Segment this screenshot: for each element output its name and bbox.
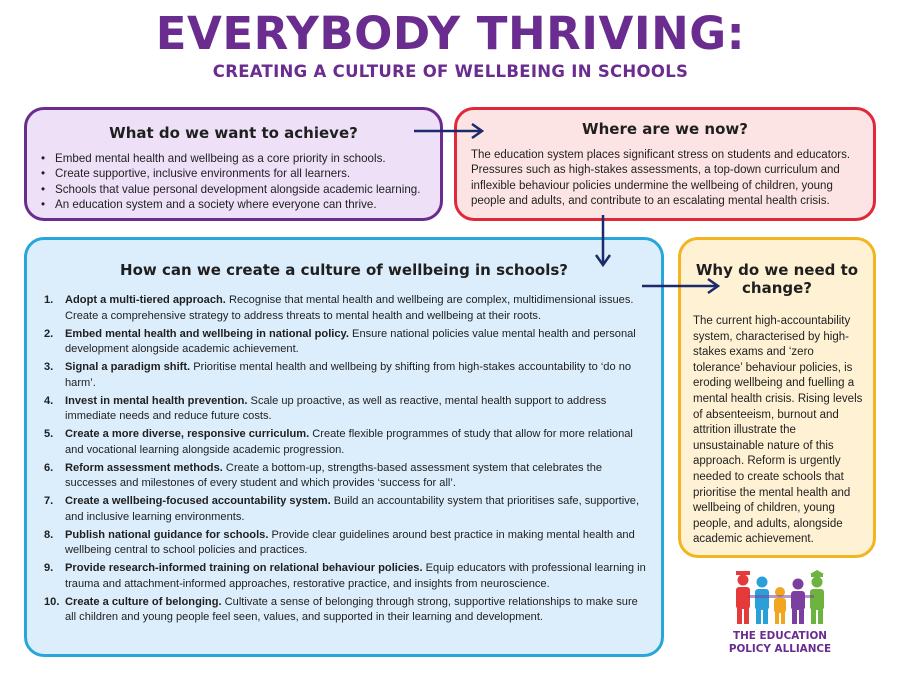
how-item-text: Prioritise mental health and wellbeing by shifting from high-stakes accountability to ‘do no harm’. [65,361,632,389]
how-item-number: 5. [44,428,54,440]
how-item-number: 6. [44,461,54,474]
how-item [44,327,647,358]
how-item-title: Create a culture of belonging. [65,595,222,608]
education-policy-alliance-logo [715,568,845,660]
how-item [44,360,647,391]
how-item [44,427,647,458]
how-item-number: 4. [44,394,54,407]
how-item-number: 2. [44,327,54,340]
how-item-text: Equip educators with professional learning in trauma and attachment-informed approaches, restorative practice, and insights from neuroscience. [65,562,646,590]
how-item [44,494,647,525]
page-title: EVERYBODY THRIVING: [155,7,746,60]
achieve-item: • Schools that value personal development alongside academic learning. [41,182,440,197]
how-item-text: Ensure national policies value mental health and personal development alongside academic achievement. [65,327,636,355]
how-item-text: Build an accountability system that prioritises safe, supportive, and inclusive learning environments. [65,495,640,523]
how-item [44,528,647,559]
how-item-number: 7. [44,495,54,507]
how-item-title: Reform assessment methods. [65,461,223,474]
how-item-number: 1. [44,294,54,306]
how-item-title: Adopt a multi-tiered approach. [65,294,226,306]
achieve-item: • Embed mental health and wellbeing as a core priority in schools. [41,151,440,166]
how-item-title: Invest in mental health prevention. [65,394,248,407]
how-box [24,237,664,657]
family-figures-icon [730,568,830,628]
how-item-title: Provide research-informed training on relational behaviour policies. [65,562,423,574]
how-item-number: 9. [44,562,54,574]
achieve-box [24,107,443,221]
why-body: The current high-accountability system, characterised by high-stakes exams and ‘zero tolerance’ behaviour policies, is eroding wellbeing and fuelling a mental health crisis. Rising levels of absenteeism, burnout and attrition illustrate the unsustainable nature of this approach. Reform is urgently needed to create schools that prioritise the mental health and wellbeing of children, young people, and adults, alongside academic achievement. [693,315,863,546]
now-box [454,107,876,221]
how-item [44,394,647,425]
achieve-heading: What do we want to achieve? [109,124,358,142]
logo-line-1: THE EDUCATION [732,630,827,642]
how-item-number: 8. [44,528,54,541]
how-item [44,293,647,324]
arrow-down-icon [594,213,612,269]
how-item-text: Provide clear guidelines around best practice in making mental health and wellbeing central to school policies and practices. [65,528,635,556]
how-item-text: Cultivate a sense of belonging through strong, supportive relationships to make sure all children and young people feel seen, values, and supported in their learning and development. [65,595,638,623]
logo-text [715,630,845,656]
how-heading: How can we create a culture of wellbeing in schools? [120,261,568,279]
how-item [44,595,647,626]
how-item-number: 10. [44,595,60,608]
how-item-title: Signal a paradigm shift. [65,361,191,373]
how-list [44,293,647,626]
logo-line-2: POLICY ALLIANCE [728,643,832,655]
how-item [44,561,647,592]
achieve-item: • An education system and a society where everyone can thrive. [41,197,440,212]
how-item-title: Publish national guidance for schools. [65,528,269,541]
how-item-title: Embed mental health and wellbeing in national policy. [65,327,349,340]
how-item-title: Create a wellbeing-focused accountability system. [65,495,331,507]
how-item [44,461,647,492]
how-item-text: Create flexible programmes of study that allow for more relational and vocational learning alongside academic progression. [65,428,633,456]
how-item-number: 3. [44,361,54,373]
achieve-item: • Create supportive, inclusive environments for all learners. [41,166,440,181]
arrow-right-icon [412,122,488,140]
now-body: The education system places significant stress on students and educators. Pressures such as high-stakes assessments, a top-down curriculum and inflexible behaviour policies undermine the wellbeing of children, young people and adults, and contribute to an escalating mental health crisis. [471,149,851,208]
how-item-text: Recognise that mental health and wellbeing are complex, multidimensional issues. Create a comprehensive strategy to address threats to mental health and wellbeing at their roots. [65,294,634,322]
how-item-text: Scale up proactive, as well as reactive, mental health support to address immediate needs and reduce future costs. [65,394,607,422]
now-heading: Where are we now? [582,120,748,138]
arrow-right-icon [640,277,724,295]
page-subtitle: CREATING A CULTURE OF WELLBEING IN SCHOOLS [212,62,689,81]
achieve-list [41,151,440,213]
how-item-text: Create a bottom-up, strengths-based assessment system that celebrates the successes and milestones of every student and which provides ‘success for all’. [65,461,603,489]
why-heading: Why do we need to change? [695,261,859,297]
how-item-title: Create a more diverse, responsive curriculum. [65,428,310,440]
